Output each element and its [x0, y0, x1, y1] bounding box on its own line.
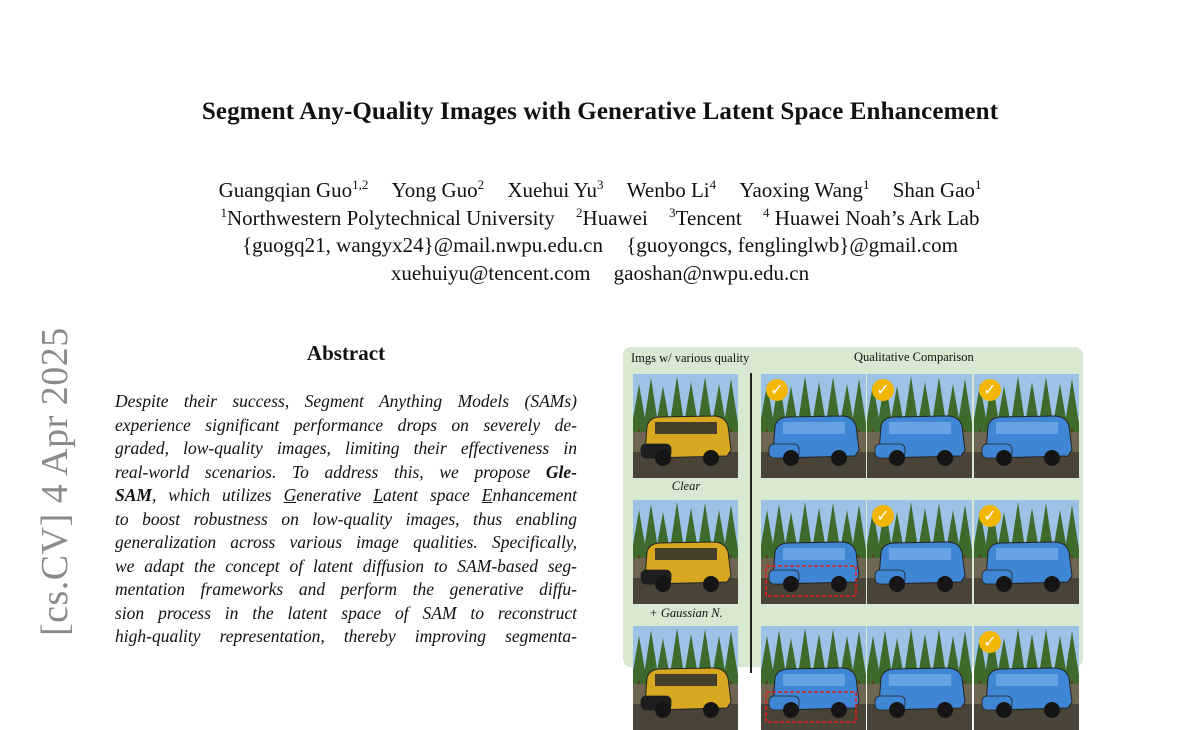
figure-left-header: Imgs w/ various quality	[631, 351, 750, 365]
affiliation-list	[0, 205, 1200, 233]
author: Wenbo Li$^4$	[626, 177, 717, 202]
result-image	[974, 500, 1079, 604]
affiliation: $^3$Tencent	[669, 204, 742, 230]
teaser-figure	[623, 347, 1083, 667]
abstract-line: generalization across various image qualities. Specifically,	[115, 532, 577, 552]
abstract-line: mentation frameworks and perform the generative diffu-	[115, 579, 577, 599]
author-block	[0, 177, 1200, 287]
abstract-line: experience significant performance drops on severely de-	[115, 414, 577, 435]
author: Yong Guo$^2$	[391, 177, 485, 202]
abstract-line: to boost robustness on low-quality images, thus enabling	[115, 508, 577, 529]
email: gaoshan@nwpu.edu.cn	[613, 260, 810, 285]
abstract-line: graded, low-quality images, limiting their effectiveness in	[115, 438, 577, 458]
affiliation: $^4$ Huawei Noah’s Ark Lab	[763, 204, 980, 230]
abstract-line: SAM, which utilizes Generative Latent space Enhancement	[115, 485, 578, 505]
paper-title: Segment Any-Quality Images with Generative Latent Space Enhancement	[201, 98, 999, 125]
result-image	[974, 374, 1079, 478]
abstract-line: high-quality representation, thereby improving segmenta-	[115, 626, 577, 646]
check-badge-icon: ✓	[979, 631, 1001, 653]
arxiv-id: [cs.CV] 4 Apr 2025	[34, 327, 76, 636]
abstract-heading: Abstract	[306, 341, 386, 365]
email: {guoyongcs, fenglinglwb}@gmail.com	[626, 233, 958, 257]
method-name: SAM	[115, 485, 152, 505]
result-image	[974, 626, 1079, 730]
result-image	[761, 500, 866, 604]
author-list	[0, 177, 1200, 205]
check-badge-icon: ✓	[872, 505, 894, 527]
author: Xuehui Yu$^3$	[507, 177, 604, 202]
check-badge-icon: ✓	[979, 505, 1001, 527]
abstract-line: real-world scenarios. To address this, we propose Gle-	[115, 461, 577, 482]
email: xuehuiyu@tencent.com	[390, 260, 591, 285]
method-name: Gle-	[545, 461, 577, 482]
result-image	[867, 374, 972, 478]
result-image	[867, 500, 972, 604]
author: Yaoxing Wang$^1$	[739, 177, 870, 202]
input-image-gaussian	[633, 500, 738, 604]
check-badge-icon: ✓	[979, 379, 1001, 401]
affiliation: $^1$Northwestern Polytechnical University	[220, 204, 555, 230]
author: Guangqian Guo$^{1,2}$	[218, 177, 369, 202]
abstract-body	[115, 390, 577, 649]
check-badge-icon: ✓	[766, 379, 788, 401]
figure-divider	[750, 373, 752, 673]
result-image	[761, 374, 866, 478]
abstract-line: sion process in the latent space of SAM to reconstruct	[115, 602, 577, 623]
row-caption: Clear	[671, 479, 701, 493]
result-image	[761, 626, 866, 730]
figure-right-header: Qualitative Comparison	[854, 350, 974, 364]
input-image-degraded	[633, 626, 738, 730]
author: Shan Gao$^1$	[892, 177, 982, 202]
input-image-clear	[633, 374, 738, 478]
abstract-line: Despite their success, Segment Anything Models (SAMs)	[115, 391, 577, 411]
email: {guogq21, wangyx24}@mail.nwpu.edu.cn	[242, 233, 603, 257]
email-line	[0, 260, 1200, 288]
arxiv-stamp	[23, 320, 83, 638]
abstract-line: we adapt the concept of latent diffusion to SAM-based seg-	[115, 555, 577, 576]
result-image	[867, 626, 972, 730]
email-line	[0, 232, 1200, 260]
check-badge-icon: ✓	[872, 379, 894, 401]
affiliation: $^2$Huawei	[576, 204, 648, 230]
row-caption: + Gaussian N.	[649, 606, 723, 620]
